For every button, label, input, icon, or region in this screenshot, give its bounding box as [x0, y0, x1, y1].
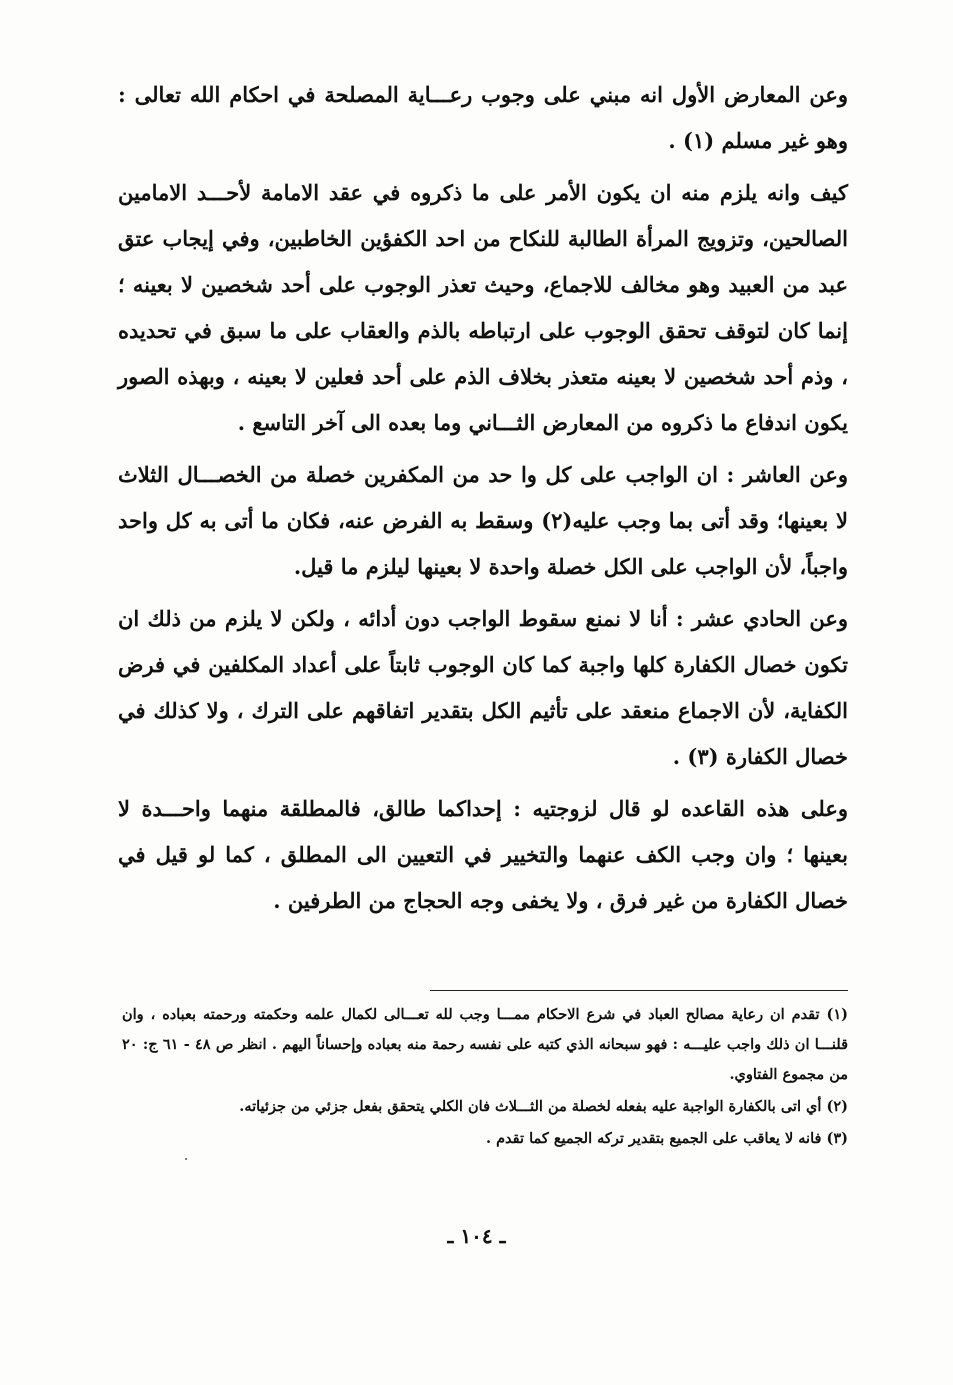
footnote-3: (٣) فانه لا يعاقب على الجميع بتقدير تركه الجميع كما تقدم . — [485, 1130, 848, 1147]
footnotes-section — [122, 1000, 848, 1156]
paragraph-2: كيف وانه يلزم منه ان يكون الأمر على ما ذكروه في عقد الامامة لأحـــد الامامين الصالحين، وتزويج المرأة الطالبة للنكاح من احد الكفؤين الخاطبين، وفي إيجاب عتق عبد من العبيد وهو مخالف للاجماع، وحيث تعذر الوجوب على أحد شخصين لا بعينه ؛ إنما كان لتوقف تحقق الوجوب على ارتباطه بالذم والعقاب على ما سبق في تحديده ، وذم أحد شخصين لا بعينه متعذر بخلاف الذم على أحد فعلين لا بعينه ، وبهذه الصور يكون اندفاع ما ذكروه من المعارض الثـــاني وما بعده الى آخر التاسع . — [118, 180, 848, 435]
scan-speck — [185, 1158, 187, 1160]
paragraph-5: وعلى هذه القاعده لو قال لزوجتيه : إحداكما طالق، فالمطلقة منهما واحـــدة لا بعينها ؛ وان وجب الكف عنهما والتخيير في التعيين الى المطلق ، كما لو قيل في خصال الكفارة من غير فرق ، ولا يخفى وجه الحجاج من الطرفين . — [118, 796, 848, 913]
page-number: ـ ١٠٤ ـ — [447, 1224, 506, 1248]
paragraph-4: وعن الحادي عشر : أنا لا نمنع سقوط الواجب دون أدائه ، ولكن لا يلزم من ذلك ان تكون خصال الكفارة كلها واجبة كما كان الوجوب ثابتاً على أعداد المكلفين في فرض الكفاية، لأن الاجماع منعقد على تأثيم الكل بتقدير اتفاقهم على الترك ، ولا كذلك في خصال الكفارة (٣) . — [118, 606, 848, 769]
paragraph-3: وعن العاشر : ان الواجب على كل وا حد من المكفرين خصلة من الخصـــال الثلاث لا بعينها؛ وقد أتى بما وجب عليه(٢) وسقط به الفرض عنه، فكان ما أتى به كل واحد واجباً، لأن الواجب على الكل خصلة واحدة لا بعينها ليلزم ما قيل. — [118, 462, 849, 579]
paragraph-1: وعن المعارض الأول انه مبني على وجوب رعـــاية المصلحة في احكام الله تعالى : وهو غير مسلم (١) . — [118, 82, 848, 153]
footnote-2: (٢) أي اتى بالكفارة الواجبة عليه بفعله لخصلة من الثـــلاث فان الكلي يتحقق بفعل جزئي من جزئياته. — [239, 1098, 848, 1115]
footnote-divider — [430, 990, 848, 991]
footnote-1: (١) تقدم ان رعاية مصالح العباد في شرع الاحكام ممـــا وجب لله تعـــالى لكمال علمه وحكمته ورحمته بعباده ، وان قلنـــا ان ذلك واجب عليـــه : فهو سبحانه الذي كتبه على نفسه رحمة منه بعباده وإحساناً اليهم . انظر ص ٤٨ - ٦١ ج: ٢٠ من مجموع الفتاوي. — [122, 1006, 849, 1083]
main-text — [118, 72, 848, 930]
